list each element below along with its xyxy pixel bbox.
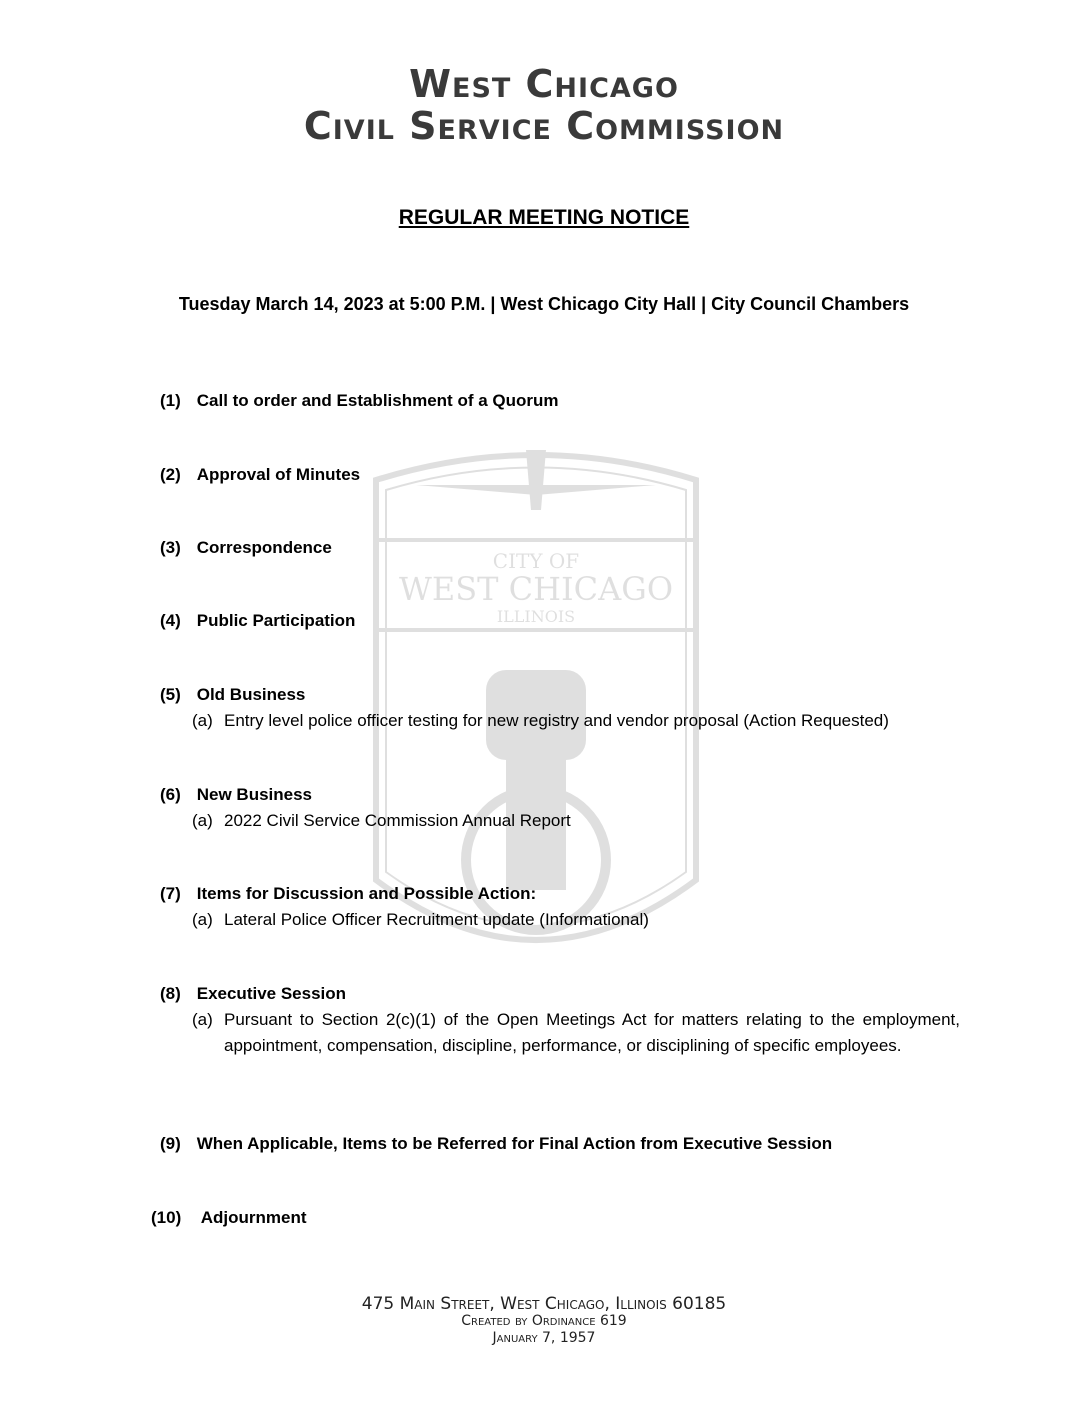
agenda-item-number: (9) [160, 1134, 181, 1153]
agenda-item-number: (1) [160, 391, 181, 410]
agenda-item-number: (3) [160, 538, 181, 557]
subitem-text: Lateral Police Officer Recruitment update (Informational) [224, 910, 649, 929]
agenda-subitem-8a-letter [192, 1010, 224, 1030]
subitem-text: 2022 Civil Service Commission Annual Report [224, 811, 571, 830]
agenda-item-10 [151, 1208, 307, 1228]
subitem-letter: (a) [192, 811, 213, 830]
notice-title: REGULAR MEETING NOTICE [398, 206, 690, 229]
agenda-item-9 [160, 1134, 832, 1154]
footer-date: January 7, 1957 [492, 1330, 596, 1346]
agenda-item-number: (10) [151, 1208, 182, 1227]
agenda-item-number: (5) [160, 685, 181, 704]
agenda-item-label: Public Participation [196, 611, 356, 630]
seal-year: 1849 [508, 851, 564, 876]
agenda-item-number: (7) [160, 884, 181, 903]
agenda-item-number: (6) [160, 785, 181, 804]
agenda-item-number: (4) [160, 611, 181, 630]
seal-line1: CITY OF [492, 549, 580, 573]
agenda-item-label: Executive Session [196, 984, 347, 1003]
agenda-item-6 [160, 785, 312, 805]
agenda-item-label: When Applicable, Items to be Referred for Final Action from Executive Session [196, 1134, 833, 1153]
agenda-item-8 [160, 984, 346, 1004]
footer-ordinance: Created by Ordinance 619 [461, 1313, 627, 1329]
footer-address: 475 Main Street, West Chicago, Illinois 60185 [361, 1294, 727, 1314]
agenda-item-label: Approval of Minutes [196, 465, 361, 484]
agenda-item-label: New Business [196, 785, 312, 804]
agenda-item-label: Old Business [196, 685, 306, 704]
agenda-subitem-5a [192, 711, 889, 731]
agenda-item-1 [160, 391, 559, 411]
header-line2: Civil Service Commission [303, 104, 785, 148]
agenda-subitem-7a [192, 910, 649, 930]
subitem-letter: (a) [192, 910, 213, 929]
agenda-item-7 [160, 884, 536, 904]
agenda-subitem-6a [192, 811, 571, 831]
agenda-subitem-8a-text: Pursuant to Section 2(c)(1) of the Open Meetings Act for matters relating to the employment, appointment, compensation, discipline, performance, or disciplining of specific employees. [224, 1010, 960, 1055]
agenda-item-5 [160, 685, 305, 705]
subitem-letter: (a) [192, 711, 213, 730]
agenda-item-label: Correspondence [196, 538, 332, 557]
subitem-text: Entry level police officer testing for new registry and vendor proposal (Action Requested) [224, 711, 889, 730]
header-line1: West Chicago [409, 62, 679, 106]
agenda-item-number: (2) [160, 465, 181, 484]
agenda-item-label: Adjournment [200, 1208, 307, 1227]
agenda-item-3 [160, 538, 332, 558]
agenda-item-number: (8) [160, 984, 181, 1003]
meeting-info: Tuesday March 14, 2023 at 5:00 P.M. | West Chicago City Hall | City Council Chambers [178, 294, 910, 314]
seal-line3: ILLINOIS [496, 607, 576, 626]
agenda-item-4 [160, 611, 355, 631]
agenda-item-label: Call to order and Establishment of a Quorum [196, 391, 559, 410]
agenda-item-label: Items for Discussion and Possible Action: [196, 884, 537, 903]
seal-line2: WEST CHICAGO [398, 570, 674, 608]
agenda-item-2 [160, 465, 360, 485]
subitem-letter: (a) [192, 1010, 213, 1029]
